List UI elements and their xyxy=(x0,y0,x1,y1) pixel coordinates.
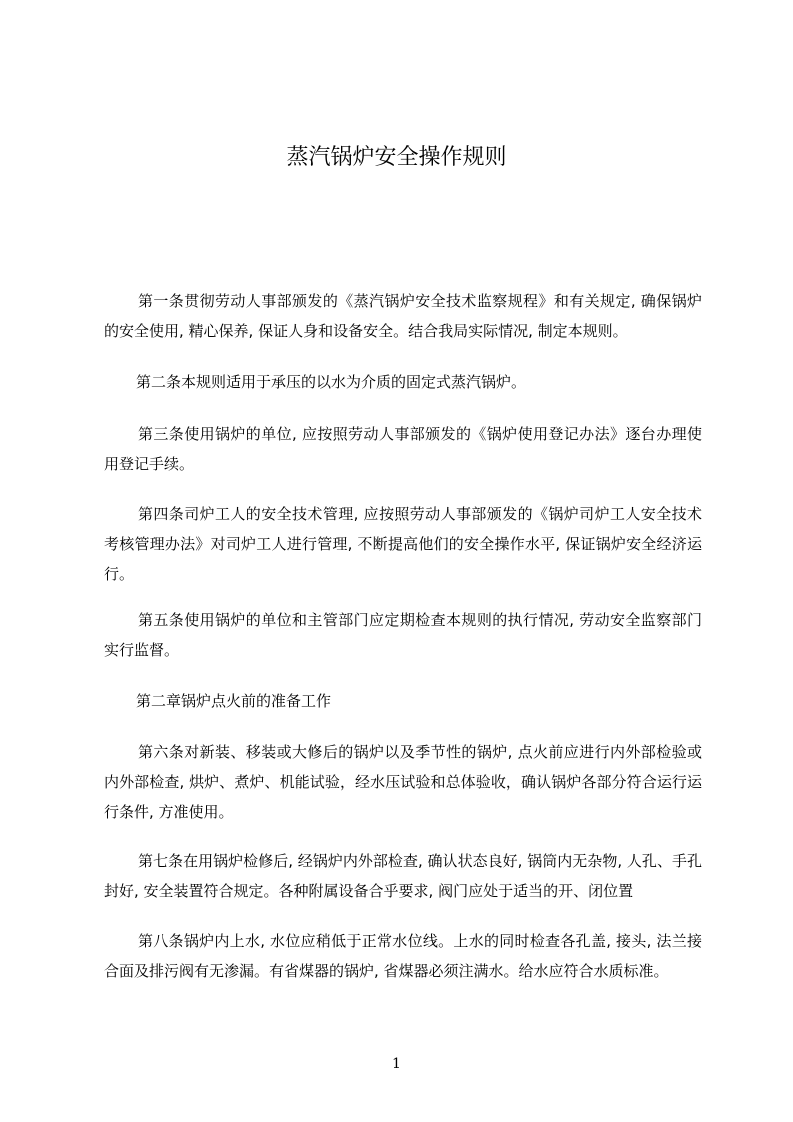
article-5-paragraph: 第五条使用锅炉的单位和主管部门应定期检查本规则的执行情况, 劳动安全监察部门实行监督。 xyxy=(104,611,702,659)
article-1-paragraph: 第一条贯彻劳动人事部颁发的《蒸汽锅炉安全技术监察规程》和有关规定, 确保锅炉的安全使用, 精心保养, 保证人身和设备安全。结合我局实际情况, 制定本规则。 xyxy=(104,292,702,340)
chapter-2-heading: 第二章锅炉点火前的准备工作 xyxy=(136,692,332,710)
document-title: 蒸汽锅炉安全操作规则 xyxy=(286,145,507,170)
article-4-paragraph: 第四条司炉工人的安全技术管理, 应按照劳动人事部颁发的《锅炉司炉工人安全技术考核管理办法》对司炉工人进行管理, 不断提高他们的安全操作水平, 保证锅炉安全经济运行。 xyxy=(104,505,702,583)
article-7-paragraph: 第七条在用锅炉检修后, 经锅炉内外部检查, 确认状态良好, 锅筒内无杂物, 人孔、手孔封好, 安全装置符合规定。各种附属设备合乎要求, 阀门应处于适当的开、闭位置 xyxy=(104,852,702,900)
page-number: 1 xyxy=(392,1056,401,1072)
article-3-paragraph: 第三条使用锅炉的单位, 应按照劳动人事部颁发的《锅炉使用登记办法》逐台办理使用登记手续。 xyxy=(104,425,702,473)
article-6-paragraph: 第六条对新装、移装或大修后的锅炉以及季节性的锅炉, 点火前应进行内外部检验或内外部检查, 烘炉、煮炉、机能试验，经水压试验和总体验收，确认锅炉各部分符合运行运行条件, 方准使用。 xyxy=(104,743,702,821)
article-8-paragraph: 第八条锅炉内上水, 水位应稍低于正常水位线。上水的同时检查各孔盖, 接头, 法兰接合面及排污阀有无渗漏。有省煤器的锅炉, 省煤器必须注满水。给水应符合水质标准。 xyxy=(104,932,702,980)
article-2-paragraph: 第二条本规则适用于承压的以水为介质的固定式蒸汽锅炉。 xyxy=(136,373,527,391)
